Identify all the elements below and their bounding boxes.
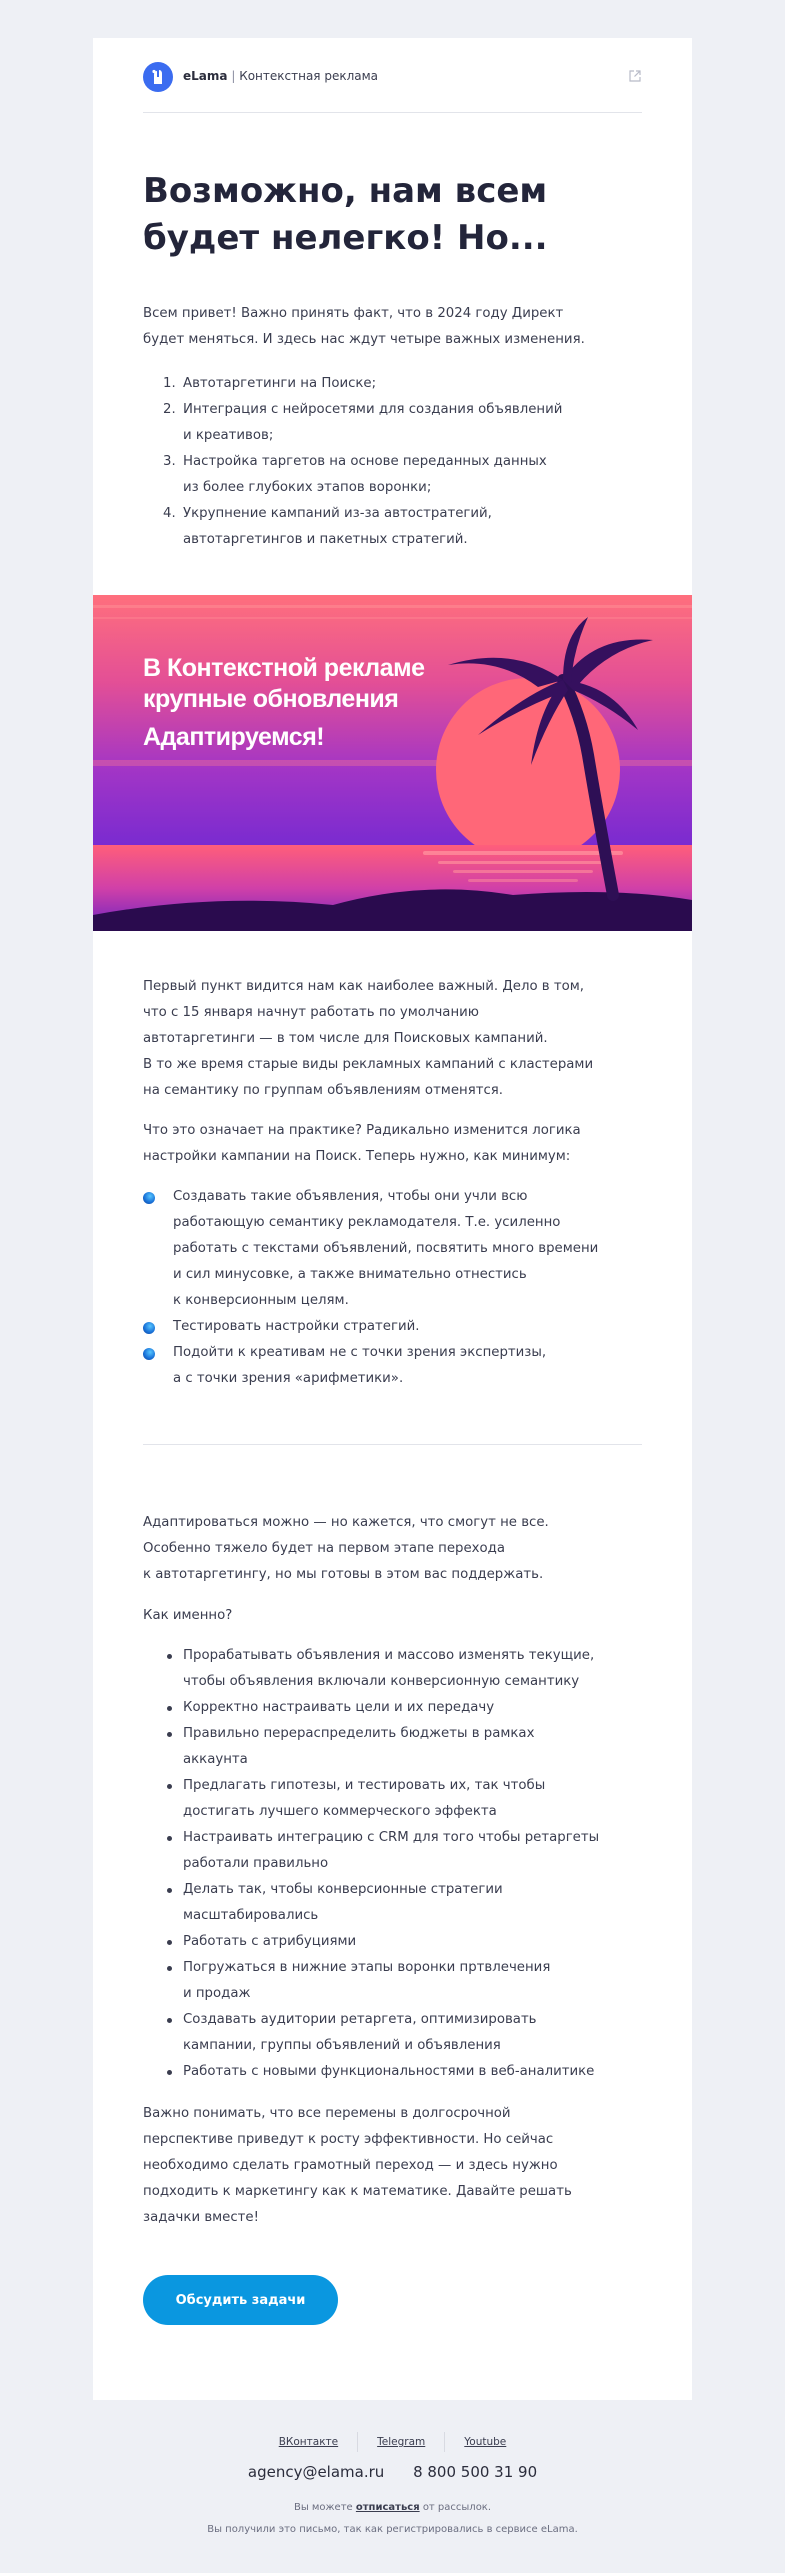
phone-link[interactable]: 8 800 500 31 90 [413, 2463, 538, 2481]
bullet-dot-icon [143, 1322, 155, 1334]
list-item: Тестировать настройки стратегий. [143, 1314, 642, 1340]
vk-link[interactable]: ВКонтакте [278, 2436, 339, 2448]
hero-title-line1: В Контекстной рекламе [143, 654, 425, 682]
email-card [93, 38, 692, 2400]
discuss-tasks-button[interactable]: Обсудить задачи [143, 2275, 338, 2325]
social-links [0, 2432, 785, 2452]
bullet-dot-icon [143, 1348, 155, 1360]
closing-paragraph: Важно понимать, что все перемены в долгосрочной перспективе приведут к росту эффективности. Но сейчас необходимо сделать грамотный переход — и здесь нужно подходить к маркетингу как к математике. Давайте решать задачки вместе! [143, 2106, 572, 2225]
list-item: Правильно перераспределить бюджеты в рамках аккаунта [143, 1721, 642, 1773]
list-item: Корректно настраивать цели и их передачу [143, 1695, 642, 1721]
list-item: Прорабатывать объявления и массово изменять текущие, чтобы объявления включали конверсионную семантику [143, 1643, 642, 1695]
list-item: Работать с атрибуциями [143, 1929, 642, 1955]
must-do-list [143, 1184, 642, 1392]
hero-banner [93, 595, 692, 931]
adapt-paragraph: Адаптироваться можно — но кажется, что смогут не все. Особенно тяжело будет на первом этапе перехода к автотаргетингу, но мы готовы в этом вас поддержать. [143, 1515, 549, 1582]
sunset-palm-illustration [93, 595, 692, 931]
email-header [143, 62, 642, 113]
unsubscribe-link[interactable]: отписаться [355, 2502, 420, 2513]
hero-title-line2: крупные обновления [143, 685, 399, 713]
list-item: 3. Настройка таргетов на основе переданных данных из более глубоких этапов воронки; [163, 454, 547, 495]
list-item: Делать так, чтобы конверсионные стратегии масштабировались [143, 1877, 642, 1929]
list-item: 4. Укрупнение кампаний из-за автостратегий, автотаргетингов и пакетных стратегий. [163, 506, 492, 547]
list-item: Подойти к креативам не с точки зрения экспертизы, а с точки зрения «арифметики». [143, 1340, 642, 1392]
ways-list [143, 1643, 642, 2085]
list-item: Создавать такие объявления, чтобы они учли всю работающую семантику рекламодателя. Т.е. усиленно работать с текстами объявлений, посвятить много времени и сил минусовке, а также внимательно отнестись к конверсионным целям. [143, 1184, 642, 1314]
practice-paragraph: Что это означает на практике? Радикально изменится логика настройки кампании на Поиск. Теперь нужно, как минимум: [143, 1123, 581, 1164]
brand-subtitle: Контекстная реклама [239, 69, 379, 83]
how-question: Как именно? [143, 1608, 233, 1623]
page-title: Возможно, нам всем будет нелегко! Но... [143, 171, 548, 258]
list-item: Погружаться в нижние этапы воронки пртвлечения и продаж [143, 1955, 642, 2007]
elama-logo-icon[interactable] [143, 62, 173, 92]
brand-line [183, 69, 378, 83]
list-item: 2. Интеграция с нейросетями для создания объявлений и креативов; [163, 402, 563, 443]
changes-list [143, 371, 642, 553]
bullet-dot-icon [143, 1192, 155, 1204]
open-in-browser-icon[interactable] [628, 68, 642, 82]
list-item: Работать с новыми функциональностями в веб-аналитике [143, 2059, 642, 2085]
brand-name: eLama [183, 69, 228, 83]
list-item: 1. Автотаргетинги на Поиске; [163, 376, 377, 391]
section-divider [143, 1444, 642, 1445]
list-item: Настраивать интеграцию с CRM для того чтобы ретаргеты работали правильно [143, 1825, 642, 1877]
contacts [0, 2463, 785, 2481]
brand-separator: | [231, 69, 236, 83]
intro-paragraph: Всем привет! Важно принять факт, что в 2024 году Директ будет меняться. И здесь нас ждут четыре важных изменения. [143, 306, 585, 347]
youtube-link[interactable]: Youtube [464, 2436, 507, 2448]
unsubscribe-note: Вы можете отписаться от рассылок. [293, 2502, 492, 2513]
email-link[interactable]: agency@elama.ru [247, 2463, 385, 2481]
hero-title-line3: Адаптируемся! [143, 723, 325, 751]
telegram-link[interactable]: Telegram [377, 2436, 426, 2448]
list-item: Создавать аудитории ретаргета, оптимизировать кампании, группы объявлений и объявления [143, 2007, 642, 2059]
first-point-paragraph: Первый пункт видится нам как наиболее важный. Дело в том, что с 15 января начнут работать по умолчанию автотаргетинги — в том числе для Поисковых кампаний. В то же время старые виды рекламных кампаний с кластерами на семантику по группам объявлениям отменятся. [143, 979, 594, 1098]
list-item: Предлагать гипотезы, и тестировать их, так чтобы достигать лучшего коммерческого эффекта [143, 1773, 642, 1825]
registration-note: Вы получили это письмо, так как регистрировались в сервисе eLama. [207, 2524, 578, 2535]
